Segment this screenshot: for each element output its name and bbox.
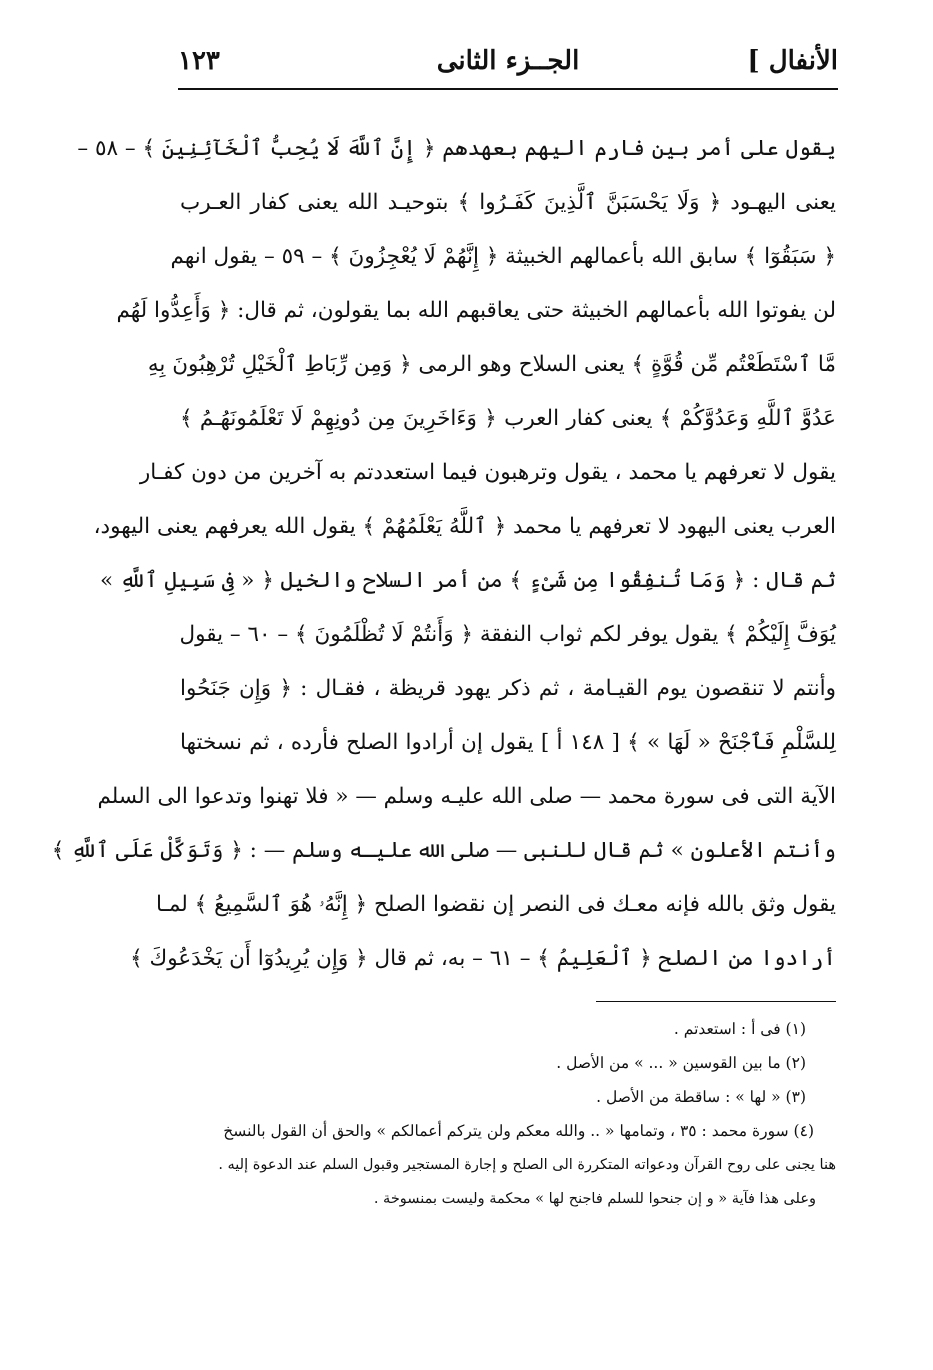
text-line: يقول وثق بالله فإنه معـك فى النصر إن نقضوا الصلح ﴿ إِنَّهُۥ هُوَ ٱلسَّمِيعُ ﴾ لمـا bbox=[155, 892, 836, 917]
part-title: الجــزء الثانى bbox=[436, 46, 580, 76]
page-number: ١٢٣ bbox=[178, 46, 220, 76]
commentary-text bbox=[51, 122, 836, 986]
text-line: العرب يعنى اليهود لا تعرفهم يا محمد ﴿ ٱللَّهُ يَعْلَمُهُمْ ﴾ يقول الله يعرفهم يعنى اليهود، bbox=[93, 514, 836, 539]
text-line: ﴿ سَبَقُوٓا ﴾ سابق الله بأعمالهم الخبيثة ﴿ إِنَّهُمْ لَا يُعْجِزُونَ ﴾ – ٥٩ – يقول انهم bbox=[170, 244, 836, 269]
text-line: يُوَفَّ إِلَيْكُمْ ﴾ يقول يوفر لكم ثواب النفقة ﴿ وَأَنتُمْ لَا تُظْلَمُونَ ﴾ – ٦٠ – يقول bbox=[179, 622, 836, 647]
surah-title: الأنفال ] bbox=[747, 46, 838, 76]
text-line: وأنتم الأعلون » ثم قال للنبى — صلى الله عليـه وسلم — : ﴿ وَتَوَكَّلْ عَلَى ٱللَّهِ ﴾ bbox=[51, 838, 836, 863]
text-line: يعنى اليهـود ﴿ وَلَا يَحْسَبَنَّ ٱلَّذِينَ كَفَـرُوا ﴾ بتوحيـد الله يعنى كفار العـرب bbox=[180, 190, 836, 215]
text-line: لن يفوتوا الله بأعمالهم الخبيثة حتى يعاقبهم الله بما يقولون، ثم قال: ﴿ وَأَعِدُّوا لَهُم bbox=[116, 298, 836, 323]
footnotes bbox=[178, 1012, 836, 1216]
footnote-rule bbox=[596, 1001, 836, 1002]
footnote-4-continuation: وعلى هذا فآية « و إن جنحوا للسلم فاجنح لها » محكمة وليست بمنسوخة . bbox=[373, 1191, 816, 1207]
text-line: يقول على أمر بين فارم اليهم بعهدهم ﴿ إِنَّ ٱللَّهَ لَا يُحِبُّ ٱلْخَآئِنِينَ ﴾ – ٥٨ – bbox=[77, 136, 836, 161]
footnote-4: (٤) سورة محمد : ٣٥ ، وتمامها « .. والله معكم ولن يتركم أعمالكم » والحق أن القول بالنسخ bbox=[223, 1122, 814, 1140]
text-line: لِلسَّلْمِ فَٱجْنَحْ « لَهَا » ﴾ [ ١٤٨ أ ] يقول إن أرادوا الصلح فأرده ، ثم نسختها bbox=[180, 730, 836, 755]
footnote-4-continuation: هنا يجنى على روح القرآن ودعواته المتكررة الى الصلح و إجارة المستجير وقبول السلم عند الدعوة إليه . bbox=[218, 1157, 836, 1173]
text-line: عَدُوَّ ٱللَّهِ وَعَدُوَّكُمْ ﴾ يعنى كفار العرب ﴿ وَءَاخَرِينَ مِن دُونِهِمْ لَا تَعْلَمُونَهُـمُ ﴾ bbox=[180, 406, 836, 431]
text-line: يقول لا تعرفهم يا محمد ، يقول وترهبون فيما استعددتم به آخرين من دون كفـار bbox=[139, 460, 836, 485]
text-line: ثم قال : ﴿ وَمَا تُنفِقُوا مِن شَىْءٍ ﴾ من أمر السلاح والخيل ﴿ « فِى سَبِيلِ ٱللَّهِ » bbox=[99, 568, 836, 593]
footnote-1: (١) فى أ : استعدتم . bbox=[673, 1020, 806, 1038]
text-line: أرادوا من الصلح ﴿ ٱلْعَلِيمُ ﴾ – ٦١ – به، ثم قال ﴿ وَإِن يُرِيدُوٓا أَن يَخْدَعُوكَ ﴾ bbox=[130, 946, 836, 971]
text-line: وأنتم لا تنقصون يوم القيـامة ، ثم ذكر يهود قريظة ، فقـال : ﴿ وَإِن جَنَحُوا bbox=[180, 676, 836, 701]
running-header bbox=[178, 38, 838, 84]
text-line: مَّا ٱسْتَطَعْتُم مِّن قُوَّةٍ ﴾ يعنى السلاح وهو الرمى ﴿ وَمِن رِّبَاطِ ٱلْخَيْلِ تُرْهِبُونَ بِهِ bbox=[147, 352, 836, 377]
footnote-2: (٢) ما بين القوسين « ... » من الأصل . bbox=[556, 1054, 806, 1072]
text-line: الآية التى فى سورة محمد — صلى الله عليـه وسلم — « فلا تهنوا وتدعوا الى السلم bbox=[97, 784, 836, 809]
header-rule bbox=[178, 88, 838, 90]
footnote-3: (٣) « لها » : ساقطة من الأصل . bbox=[596, 1088, 806, 1106]
